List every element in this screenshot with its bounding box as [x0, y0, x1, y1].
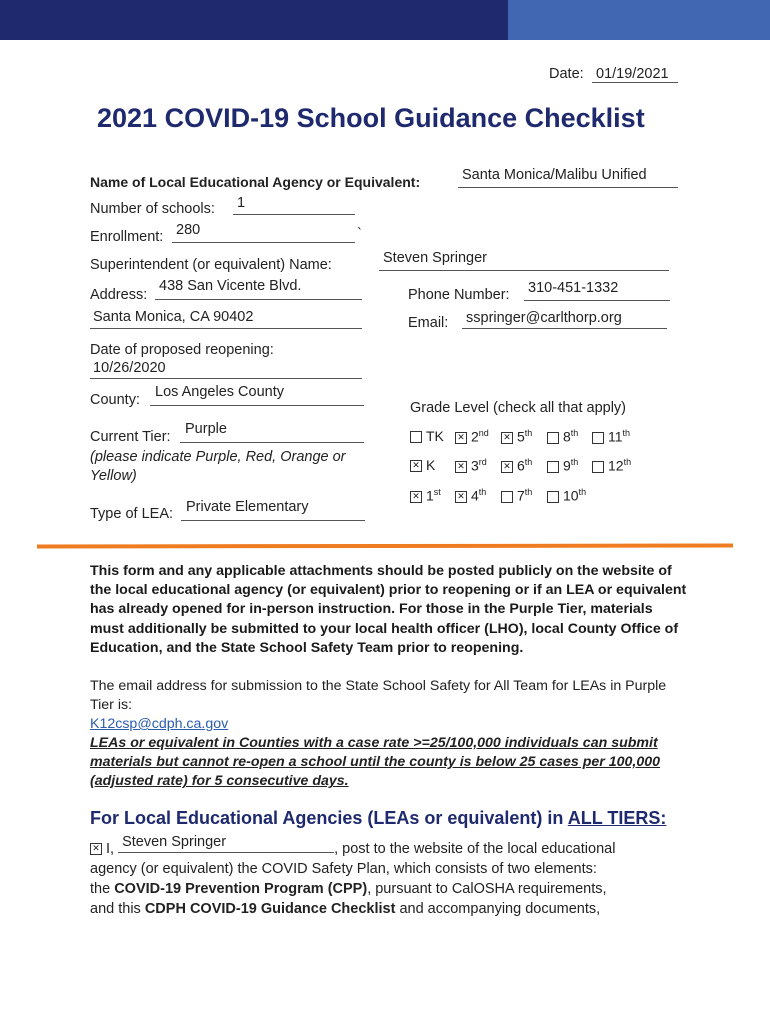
attestation-checkbox[interactable]: ✕ — [90, 843, 102, 855]
checked-checkbox-icon[interactable]: ✕ — [455, 491, 467, 503]
page-title: 2021 COVID-19 School Guidance Checklist — [97, 103, 645, 133]
grade-name: 8 — [563, 428, 571, 445]
unchecked-checkbox-icon[interactable] — [501, 491, 513, 503]
grade-option-1[interactable] — [410, 487, 441, 504]
grade-suffix: th — [570, 428, 579, 438]
attest-text1: , post to the website of the local educational — [334, 841, 616, 857]
grade-name: 6 — [517, 457, 525, 474]
grade-suffix: rd — [478, 457, 487, 467]
heading-emph: ALL TIERS: — [567, 808, 667, 828]
grade-option-k[interactable] — [410, 457, 435, 473]
grade-option-9[interactable] — [547, 457, 578, 474]
notice-email-text: The email address for submission to the State School Safety for All Team for LEAs in Purple Tier is: — [90, 678, 667, 714]
grade-suffix: th — [524, 428, 533, 438]
notice-bold-text: This form and any applicable attachments should be posted publicly on the website of the local educational agency (or equivalent) prior to reopening or if an LEA or equivalent has already opened for in-person instruction. For those in the Purple Tier, materials must additionally be submitted to your local health officer (LHO), local County Office of Education, and the State School Safety Team prior to reopening. — [90, 563, 687, 656]
superintendent-label: Superintendent (or equivalent) Name: — [90, 257, 332, 273]
grade-name: K — [426, 457, 436, 473]
unchecked-checkbox-icon[interactable] — [592, 461, 604, 473]
schools-value[interactable]: 1 — [237, 195, 246, 211]
attest-checklist: CDPH COVID-19 Guidance Checklist — [144, 901, 396, 917]
grade-option-6[interactable] — [501, 457, 532, 474]
grade-name: 10 — [563, 487, 579, 504]
checked-checkbox-icon[interactable]: ✕ — [410, 460, 422, 472]
attest-prefix: I, — [106, 841, 115, 857]
grade-option-7[interactable] — [501, 487, 532, 504]
grade-suffix: th — [524, 457, 533, 467]
grade-name: 3 — [471, 457, 479, 474]
enrollment-underline — [172, 242, 355, 243]
attest-text4a: and this — [90, 901, 145, 917]
reopen-underline — [90, 378, 362, 379]
grade-option-10[interactable] — [547, 487, 586, 504]
attest-text3a: the — [90, 881, 115, 897]
submission-email-link[interactable]: K12csp@cdph.ca.gov — [90, 716, 229, 732]
case-rate-warning: LEAs or equivalent in Counties with a case rate >=25/100,000 individuals can submit materials but cannot re-open a school until the county is below 25 cases per 100,000 (adjusted rate) for 5 consecutive days. — [90, 735, 661, 790]
unchecked-checkbox-icon[interactable] — [592, 432, 604, 444]
grade-suffix: nd — [478, 428, 489, 438]
grade-option-12[interactable] — [592, 457, 631, 474]
phone-underline — [524, 300, 670, 301]
grade-name: 7 — [517, 487, 525, 504]
header-banner — [0, 0, 770, 40]
grade-option-tk[interactable] — [410, 428, 444, 444]
attestation-paragraph — [90, 834, 690, 919]
grade-name: 12 — [608, 457, 624, 474]
grade-suffix: th — [570, 457, 579, 467]
heading-prefix: For Local Educational Agencies (LEAs or equivalent) in — [90, 808, 568, 828]
grade-suffix: st — [433, 487, 441, 497]
grade-name: 2 — [471, 428, 479, 445]
attest-text2: agency (or equivalent) the COVID Safety Plan, which consists of two elements: — [90, 861, 597, 877]
enrollment-tail: ` — [357, 226, 362, 242]
lea-value[interactable]: Santa Monica/Malibu Unified — [462, 167, 647, 183]
attest-cpp: COVID-19 Prevention Program (CPP) — [114, 881, 368, 897]
type-value[interactable]: Private Elementary — [186, 499, 309, 515]
grade-option-5[interactable] — [501, 428, 532, 445]
county-label: County: — [90, 392, 140, 408]
enrollment-label: Enrollment: — [90, 229, 164, 245]
grade-suffix: th — [524, 487, 533, 497]
county-value[interactable]: Los Angeles County — [155, 384, 284, 400]
grade-option-4[interactable] — [455, 487, 486, 504]
grade-name: TK — [426, 428, 444, 444]
lea-underline — [458, 187, 678, 188]
grade-suffix: th — [622, 428, 631, 438]
phone-value[interactable]: 310-451-1332 — [528, 280, 619, 296]
grade-option-11[interactable] — [592, 428, 630, 445]
email-value[interactable]: sspringer@carlthorp.org — [466, 310, 622, 326]
date-value: 01/19/2021 — [596, 66, 669, 82]
email-label: Email: — [408, 315, 449, 331]
header-accent — [508, 0, 770, 40]
grade-suffix: th — [578, 487, 587, 497]
attest-name[interactable]: Steven Springer — [122, 834, 227, 850]
grade-level-label: Grade Level (check all that apply) — [410, 400, 626, 416]
unchecked-checkbox-icon[interactable] — [547, 432, 559, 444]
unchecked-checkbox-icon[interactable] — [410, 431, 422, 443]
email-underline — [462, 328, 667, 329]
address-underline-1 — [155, 299, 362, 300]
date-label: Date: — [549, 66, 584, 82]
reopen-value[interactable]: 10/26/2020 — [93, 360, 166, 376]
grade-name: 9 — [563, 457, 571, 474]
superintendent-value[interactable]: Steven Springer — [383, 250, 487, 266]
grade-option-3[interactable] — [455, 457, 487, 474]
unchecked-checkbox-icon[interactable] — [547, 461, 559, 473]
checked-checkbox-icon[interactable]: ✕ — [501, 432, 513, 444]
phone-label: Phone Number: — [408, 287, 510, 303]
type-underline — [181, 520, 365, 521]
grade-name: 4 — [471, 487, 479, 504]
checked-checkbox-icon[interactable]: ✕ — [455, 432, 467, 444]
tier-value[interactable]: Purple — [185, 421, 227, 437]
lea-label: Name of Local Educational Agency or Equivalent: — [90, 174, 421, 190]
tier-hint: (please indicate Purple, Red, Orange or Yellow) — [90, 449, 346, 484]
county-underline — [150, 405, 364, 406]
grade-suffix: th — [478, 487, 487, 497]
schools-underline — [233, 214, 355, 215]
attest-text4b: and accompanying documents, — [395, 901, 601, 917]
address-line2[interactable]: Santa Monica, CA 90402 — [93, 309, 254, 325]
grade-name: 1 — [426, 487, 434, 504]
enrollment-value[interactable]: 280 — [176, 222, 201, 238]
checked-checkbox-icon[interactable]: ✕ — [410, 491, 422, 503]
reopen-label: Date of proposed reopening: — [90, 342, 274, 358]
address-underline-2 — [90, 328, 362, 329]
grade-option-2[interactable] — [455, 428, 489, 445]
grade-name: 11 — [608, 428, 623, 445]
grade-name: 5 — [517, 428, 525, 445]
address-line1[interactable]: 438 San Vicente Blvd. — [159, 278, 302, 294]
all-tiers-heading — [90, 808, 666, 829]
date-underline — [592, 82, 678, 83]
checked-checkbox-icon[interactable]: ✕ — [455, 461, 467, 473]
grade-option-8[interactable] — [547, 428, 578, 445]
attest-text3b: , pursuant to CalOSHA requirements, — [367, 881, 607, 897]
grade-suffix: th — [623, 457, 632, 467]
tier-label: Current Tier: — [90, 429, 171, 445]
schools-label: Number of schools: — [90, 201, 215, 217]
address-label: Address: — [90, 287, 148, 303]
section-divider — [37, 544, 733, 549]
tier-underline — [180, 442, 364, 443]
unchecked-checkbox-icon[interactable] — [547, 491, 559, 503]
type-label: Type of LEA: — [90, 506, 174, 522]
checked-checkbox-icon[interactable]: ✕ — [501, 461, 513, 473]
superintendent-underline — [379, 270, 669, 271]
